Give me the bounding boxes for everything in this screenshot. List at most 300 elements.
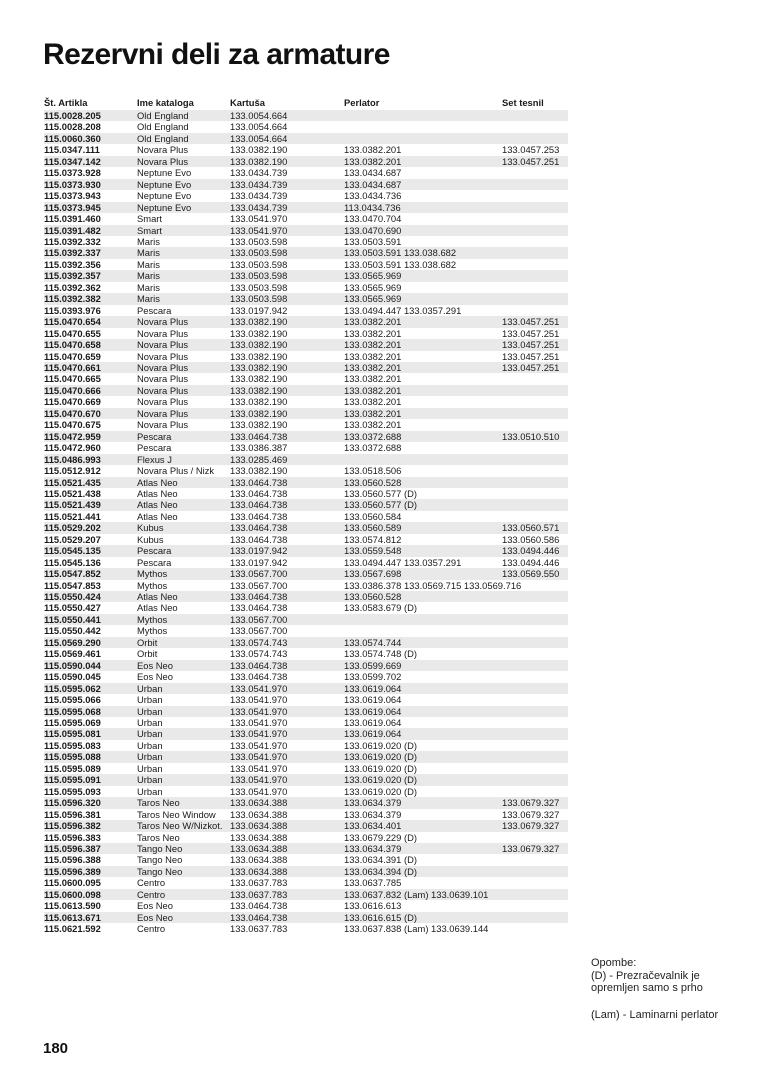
cell-cartridge: 133.0382.190 [230,385,344,396]
cell-seal-set [502,442,568,453]
cell-cartridge: 133.0541.970 [230,762,288,774]
cell-aerator: 133.0503.591 133.038.682 [344,258,457,270]
table-row [44,694,568,705]
table-row [44,328,568,339]
cell-aerator: 133.0382.201 [344,362,502,373]
cell-cartridge: 133.0464.738 [230,660,344,671]
cell-article-number: 115.0470.675 [44,419,101,431]
cell-article-number: 115.0521.435 [44,477,137,488]
cell-seal-set [502,671,568,682]
table-row [44,179,568,190]
cell-seal-set [502,602,568,613]
cell-cartridge: 133.0541.970 [230,774,344,785]
cell-aerator: 133.0619.020 (D) [344,739,417,751]
cell-aerator: 133.0583.679 (D) [344,602,417,614]
cell-cartridge: 133.0541.970 [230,706,344,717]
cell-aerator: 133.0386.378 133.0569.715 133.0569.716 [344,579,522,591]
cell-article-number: 115.0595.083 [44,739,101,751]
table-row [44,282,568,293]
cell-article-number: 115.0521.439 [44,499,137,510]
table-row [44,889,568,900]
cell-seal-set [502,728,568,739]
cell-aerator: 133.0382.201 [344,327,402,339]
cell-catalog-name: Novara Plus [137,408,230,419]
cell-catalog-name: Urban [137,706,230,717]
cell-cartridge: 133.0386.387 [230,442,288,454]
cell-aerator: 133.0434.687 [344,167,402,179]
cell-article-number: 115.0590.045 [44,671,101,683]
table-body [44,110,568,935]
cell-cartridge: 133.0567.700 [230,614,344,625]
cell-article-number: 115.0547.852 [44,568,137,579]
table-row [44,809,568,820]
cell-cartridge: 133.0434.739 [230,167,288,179]
cell-cartridge: 133.0541.970 [230,785,288,797]
cell-catalog-name: Mythos [137,614,230,625]
cell-seal-set: 133.0679.327 [502,820,568,831]
table-row [44,431,568,442]
cell-article-number: 115.0470.654 [44,316,137,327]
cell-aerator: 133.0560.584 [344,510,402,522]
cell-cartridge: 133.0541.970 [230,751,344,762]
table-row [44,156,568,167]
cell-aerator: 133.0599.702 [344,671,402,683]
cell-aerator: 133.0634.401 [344,820,502,831]
cell-seal-set [502,465,568,476]
cell-cartridge: 133.0637.783 [230,889,344,900]
cell-article-number: 115.0595.088 [44,751,137,762]
cell-seal-set [502,293,568,304]
cell-aerator: 133.0637.832 (Lam) 133.0639.101 [344,889,502,900]
cell-article-number: 115.0529.202 [44,522,137,533]
cell-catalog-name: Maris [137,235,160,247]
cell-aerator: 133.0560.528 [344,477,502,488]
cell-cartridge: 133.0054.664 [230,121,288,133]
cell-seal-set [502,763,568,774]
cell-article-number: 115.0392.332 [44,235,101,247]
cell-seal-set [502,121,568,132]
cell-catalog-name: Pescara [137,556,172,568]
cell-catalog-name: Tango Neo [137,843,230,854]
table-row [44,717,568,728]
cell-cartridge: 133.0464.738 [230,900,288,912]
cell-catalog-name: Smart [137,225,230,236]
cell-aerator: 133.0619.064 [344,683,502,694]
cell-seal-set [502,511,568,522]
cell-article-number: 115.0391.482 [44,225,137,236]
table-row [44,202,568,213]
cell-catalog-name: Novara Plus [137,385,230,396]
cell-cartridge: 133.0382.190 [230,465,288,477]
cell-cartridge: 133.0634.388 [230,797,344,808]
cell-catalog-name: Pescara [137,442,172,454]
table-row [44,648,568,659]
cell-aerator: 133.0503.591 [344,235,402,247]
cell-catalog-name: Urban [137,785,163,797]
cell-seal-set [502,110,568,121]
cell-seal-set [502,854,568,865]
cell-seal-set [502,167,568,178]
cell-catalog-name: Centro [137,889,230,900]
cell-seal-set: 133.0457.251 [502,327,560,339]
cell-aerator: 133.0616.615 (D) [344,912,502,923]
cell-cartridge: 133.0464.738 [230,522,344,533]
cell-aerator [344,614,502,625]
table-row [44,637,568,648]
cell-aerator [344,133,502,144]
cell-article-number: 115.0470.666 [44,385,137,396]
cell-aerator: 133.0574.748 (D) [344,648,417,660]
cell-seal-set [502,396,568,407]
cell-catalog-name: Pescara [137,545,230,556]
table-row [44,900,568,911]
cell-cartridge: 133.0197.942 [230,556,288,568]
cell-article-number: 115.0595.068 [44,706,137,717]
table-row [44,225,568,236]
cell-catalog-name: Novara Plus [137,362,230,373]
cell-cartridge: 133.0634.388 [230,866,344,877]
table-row [44,843,568,854]
cell-article-number: 115.0521.441 [44,510,101,522]
cell-cartridge: 133.0382.190 [230,327,288,339]
cell-seal-set [502,591,568,602]
cell-seal-set [502,282,568,293]
cell-seal-set [502,637,568,648]
cell-catalog-name: Urban [137,683,230,694]
cell-aerator: 133.0382.201 [344,156,502,167]
cell-catalog-name: Novara Plus [137,144,189,156]
cell-article-number: 115.0392.337 [44,247,137,258]
cell-aerator: 133.0565.969 [344,270,502,281]
cell-cartridge: 133.0574.743 [230,637,344,648]
cell-article-number: 115.0596.387 [44,843,137,854]
cell-cartridge: 133.0382.190 [230,144,288,156]
cell-catalog-name: Centro [137,923,166,935]
cell-cartridge: 133.0541.970 [230,739,288,751]
cell-catalog-name: Neptune Evo [137,202,230,213]
cell-aerator: 133.0382.201 [344,144,402,156]
cell-aerator: 133.0382.201 [344,419,402,431]
cell-aerator: 133.0382.201 [344,373,402,385]
table-row [44,568,568,579]
table-row [44,866,568,877]
cell-seal-set: 133.0569.550 [502,568,568,579]
table-row [44,144,568,155]
table-row [44,557,568,568]
cell-catalog-name: Pescara [137,431,230,442]
cell-article-number: 115.0347.111 [44,144,100,156]
cell-article-number: 115.0595.062 [44,683,137,694]
cell-cartridge: 133.0503.598 [230,235,288,247]
cell-catalog-name: Mythos [137,568,230,579]
table-row [44,580,568,591]
cell-catalog-name: Novara Plus [137,419,189,431]
cell-seal-set [502,866,568,877]
cell-cartridge: 133.0503.598 [230,247,344,258]
table-row [44,499,568,510]
cell-seal-set [502,751,568,762]
cell-cartridge: 133.0634.388 [230,831,288,843]
cell-seal-set [502,419,568,430]
cell-catalog-name: Tango Neo [137,866,230,877]
cell-article-number: 115.0595.093 [44,785,101,797]
cell-seal-set [502,740,568,751]
cell-seal-set [502,832,568,843]
cell-catalog-name: Atlas Neo [137,591,230,602]
cell-catalog-name: Urban [137,774,230,785]
table-row [44,270,568,281]
table-row [44,167,568,178]
cell-aerator: 133.0372.688 [344,442,402,454]
cell-aerator: 133.0560.577 (D) [344,499,502,510]
cell-aerator: 133.0679.229 (D) [344,831,417,843]
cell-cartridge: 133.0567.700 [230,568,344,579]
cell-catalog-name: Old England [137,133,230,144]
cell-aerator: 133.0503.591 133.038.682 [344,247,502,258]
cell-catalog-name: Eos Neo [137,900,173,912]
cell-seal-set [502,225,568,236]
cell-cartridge: 133.0054.664 [230,133,344,144]
cell-catalog-name: Taros Neo [137,831,180,843]
table-row [44,373,568,384]
cell-cartridge: 133.0464.738 [230,533,288,545]
cell-cartridge: 133.0285.469 [230,454,344,465]
cell-aerator: 133.0559.548 [344,545,502,556]
cell-aerator [344,121,502,132]
cell-article-number: 115.0545.136 [44,556,101,568]
cell-catalog-name: Maris [137,247,230,258]
cell-cartridge: 133.0382.190 [230,373,288,385]
cell-aerator: 133.0567.698 [344,568,502,579]
cell-seal-set [502,454,568,465]
cell-catalog-name: Novara Plus [137,350,189,362]
cell-aerator: 133.0565.969 [344,281,402,293]
cell-seal-set [502,305,568,316]
cell-catalog-name: Flexus J [137,454,230,465]
table-row [44,671,568,682]
cell-catalog-name: Tango Neo [137,854,183,866]
cell-seal-set [502,133,568,144]
header-seal-set: Set tesnil [502,97,544,108]
table-row [44,877,568,888]
cell-catalog-name: Taros Neo [137,797,230,808]
header-cartridge: Kartuša [230,97,265,108]
cell-seal-set: 133.0457.251 [502,316,568,327]
table-row [44,854,568,865]
cell-catalog-name: Eos Neo [137,671,173,683]
cell-aerator: 133.0574.744 [344,637,502,648]
header-aerator: Perlator [344,97,380,108]
cell-article-number: 115.0596.383 [44,831,101,843]
notes-heading: Opombe: [591,957,637,969]
cell-cartridge: 133.0464.738 [230,912,344,923]
cell-article-number: 115.0470.661 [44,362,137,373]
cell-article-number: 115.0596.320 [44,797,137,808]
cell-cartridge: 133.0464.738 [230,431,344,442]
cell-cartridge: 133.0503.598 [230,281,288,293]
cell-cartridge: 133.0541.970 [230,694,288,706]
table-row [44,110,568,121]
cell-article-number: 115.0596.381 [44,808,101,820]
table-row [44,832,568,843]
table-row [44,614,568,625]
cell-catalog-name: Kubus [137,533,164,545]
table-row [44,763,568,774]
cell-article-number: 115.0521.438 [44,487,101,499]
cell-catalog-name: Urban [137,717,163,729]
cell-article-number: 115.0470.670 [44,408,137,419]
cell-aerator [344,110,502,121]
cell-catalog-name: Maris [137,281,160,293]
table-row [44,190,568,201]
page-number: 180 [43,1040,69,1057]
cell-article-number: 115.0060.360 [44,133,137,144]
cell-aerator: 133.0560.577 (D) [344,487,417,499]
cell-catalog-name: Urban [137,751,230,762]
cell-article-number: 115.0470.655 [44,327,101,339]
cell-seal-set [502,625,568,636]
cell-catalog-name: Maris [137,270,230,281]
cell-cartridge: 133.0382.190 [230,316,344,327]
cell-seal-set [502,179,568,190]
cell-seal-set: 133.0457.251 [502,350,560,362]
table-row [44,133,568,144]
table-row [44,293,568,304]
cell-cartridge: 133.0634.388 [230,808,288,820]
table-row [44,236,568,247]
cell-aerator: 133.0574.812 [344,533,402,545]
cell-catalog-name: Atlas Neo [137,487,178,499]
cell-article-number: 115.0486.993 [44,454,137,465]
cell-cartridge: 133.0382.190 [230,396,288,408]
cell-catalog-name: Novara Plus [137,396,189,408]
cell-aerator: 133.0634.379 [344,797,502,808]
cell-seal-set [502,706,568,717]
cell-seal-set: 133.0679.327 [502,808,560,820]
cell-cartridge: 133.0464.738 [230,602,288,614]
cell-cartridge: 133.0574.743 [230,648,288,660]
cell-article-number: 115.0547.853 [44,579,101,591]
cell-article-number: 115.0470.665 [44,373,101,385]
cell-cartridge: 133.0464.738 [230,477,344,488]
cell-cartridge: 133.0054.664 [230,110,344,121]
cell-catalog-name: Atlas Neo [137,499,230,510]
cell-seal-set: 133.0457.251 [502,339,568,350]
table-row [44,740,568,751]
cell-article-number: 115.0621.592 [44,923,101,935]
cell-aerator: 133.0382.201 [344,408,502,419]
table-row [44,477,568,488]
cell-cartridge: 133.0464.738 [230,671,288,683]
cell-seal-set: 133.0510.510 [502,431,568,442]
cell-catalog-name: Taros Neo Window [137,808,216,820]
cell-article-number: 115.0392.356 [44,258,101,270]
cell-aerator: 133.0637.785 [344,877,402,889]
cell-article-number: 115.0613.671 [44,912,137,923]
cell-cartridge: 133.0382.190 [230,419,288,431]
cell-cartridge: 133.0637.783 [230,923,288,935]
table-row [44,305,568,316]
cell-seal-set [502,900,568,911]
cell-cartridge: 133.0541.970 [230,213,288,225]
cell-catalog-name: Smart [137,213,163,225]
cell-aerator: 133.0634.379 [344,843,502,854]
cell-seal-set [502,694,568,705]
cell-seal-set [502,236,568,247]
table-row [44,488,568,499]
cell-cartridge: 133.0541.970 [230,225,344,236]
cell-aerator: 133.0619.064 [344,706,502,717]
cell-aerator: 133.0382.201 [344,385,502,396]
cell-seal-set [502,408,568,419]
cell-article-number: 115.0595.066 [44,694,101,706]
table-row [44,442,568,453]
cell-catalog-name: Novara Plus [137,373,189,385]
cell-seal-set: 133.0494.446 [502,545,568,556]
cell-catalog-name: Neptune Evo [137,167,192,179]
cell-seal-set [502,648,568,659]
table-row [44,522,568,533]
cell-catalog-name: Urban [137,728,230,739]
cell-article-number: 115.0595.069 [44,717,101,729]
cell-seal-set [502,786,568,797]
cell-article-number: 115.0595.081 [44,728,137,739]
cell-cartridge: 133.0503.598 [230,258,288,270]
cell-cartridge: 133.0382.190 [230,339,344,350]
cell-article-number: 115.0393.976 [44,304,101,316]
cell-seal-set [502,499,568,510]
cell-seal-set [502,660,568,671]
cell-aerator: 133.0634.391 (D) [344,854,417,866]
page-title: Rezervni deli za armature [43,38,390,71]
cell-article-number: 115.0391.460 [44,213,101,225]
cell-aerator: 113.0434.736 [344,202,502,213]
cell-aerator: 133.0634.394 (D) [344,866,502,877]
table-row [44,362,568,373]
cell-seal-set: 133.0457.251 [502,362,568,373]
cell-article-number: 115.0392.362 [44,281,101,293]
cell-aerator: 133.0382.201 [344,350,402,362]
header-catalog-name: Ime kataloga [137,97,194,108]
cell-catalog-name: Taros Neo W/Nizkot. [137,820,230,831]
cell-article-number: 115.0550.427 [44,602,101,614]
table-row [44,912,568,923]
cell-article-number: 115.0595.089 [44,762,101,774]
cell-article-number: 115.0613.590 [44,900,101,912]
cell-aerator: 133.0470.704 [344,213,402,225]
cell-cartridge: 133.0634.388 [230,854,288,866]
cell-catalog-name: Urban [137,762,163,774]
cell-catalog-name: Atlas Neo [137,510,178,522]
cell-article-number: 115.0550.441 [44,614,137,625]
table-row [44,339,568,350]
cell-article-number: 115.0470.669 [44,396,101,408]
cell-cartridge: 133.0634.388 [230,820,344,831]
table-row [44,602,568,613]
cell-seal-set [502,247,568,258]
cell-catalog-name: Kubus [137,522,230,533]
cell-cartridge: 133.0503.598 [230,270,344,281]
table-row [44,786,568,797]
cell-aerator: 133.0637.838 (Lam) 133.0639.144 [344,923,489,935]
table-row [44,408,568,419]
note-d: (D) - Prezračevalnik je opremljen samo s prho [591,969,703,994]
table-row [44,247,568,258]
cell-article-number: 115.0596.382 [44,820,137,831]
cell-article-number: 115.0569.461 [44,648,101,660]
cell-aerator: 133.0599.669 [344,660,502,671]
cell-aerator: 133.0560.589 [344,522,502,533]
